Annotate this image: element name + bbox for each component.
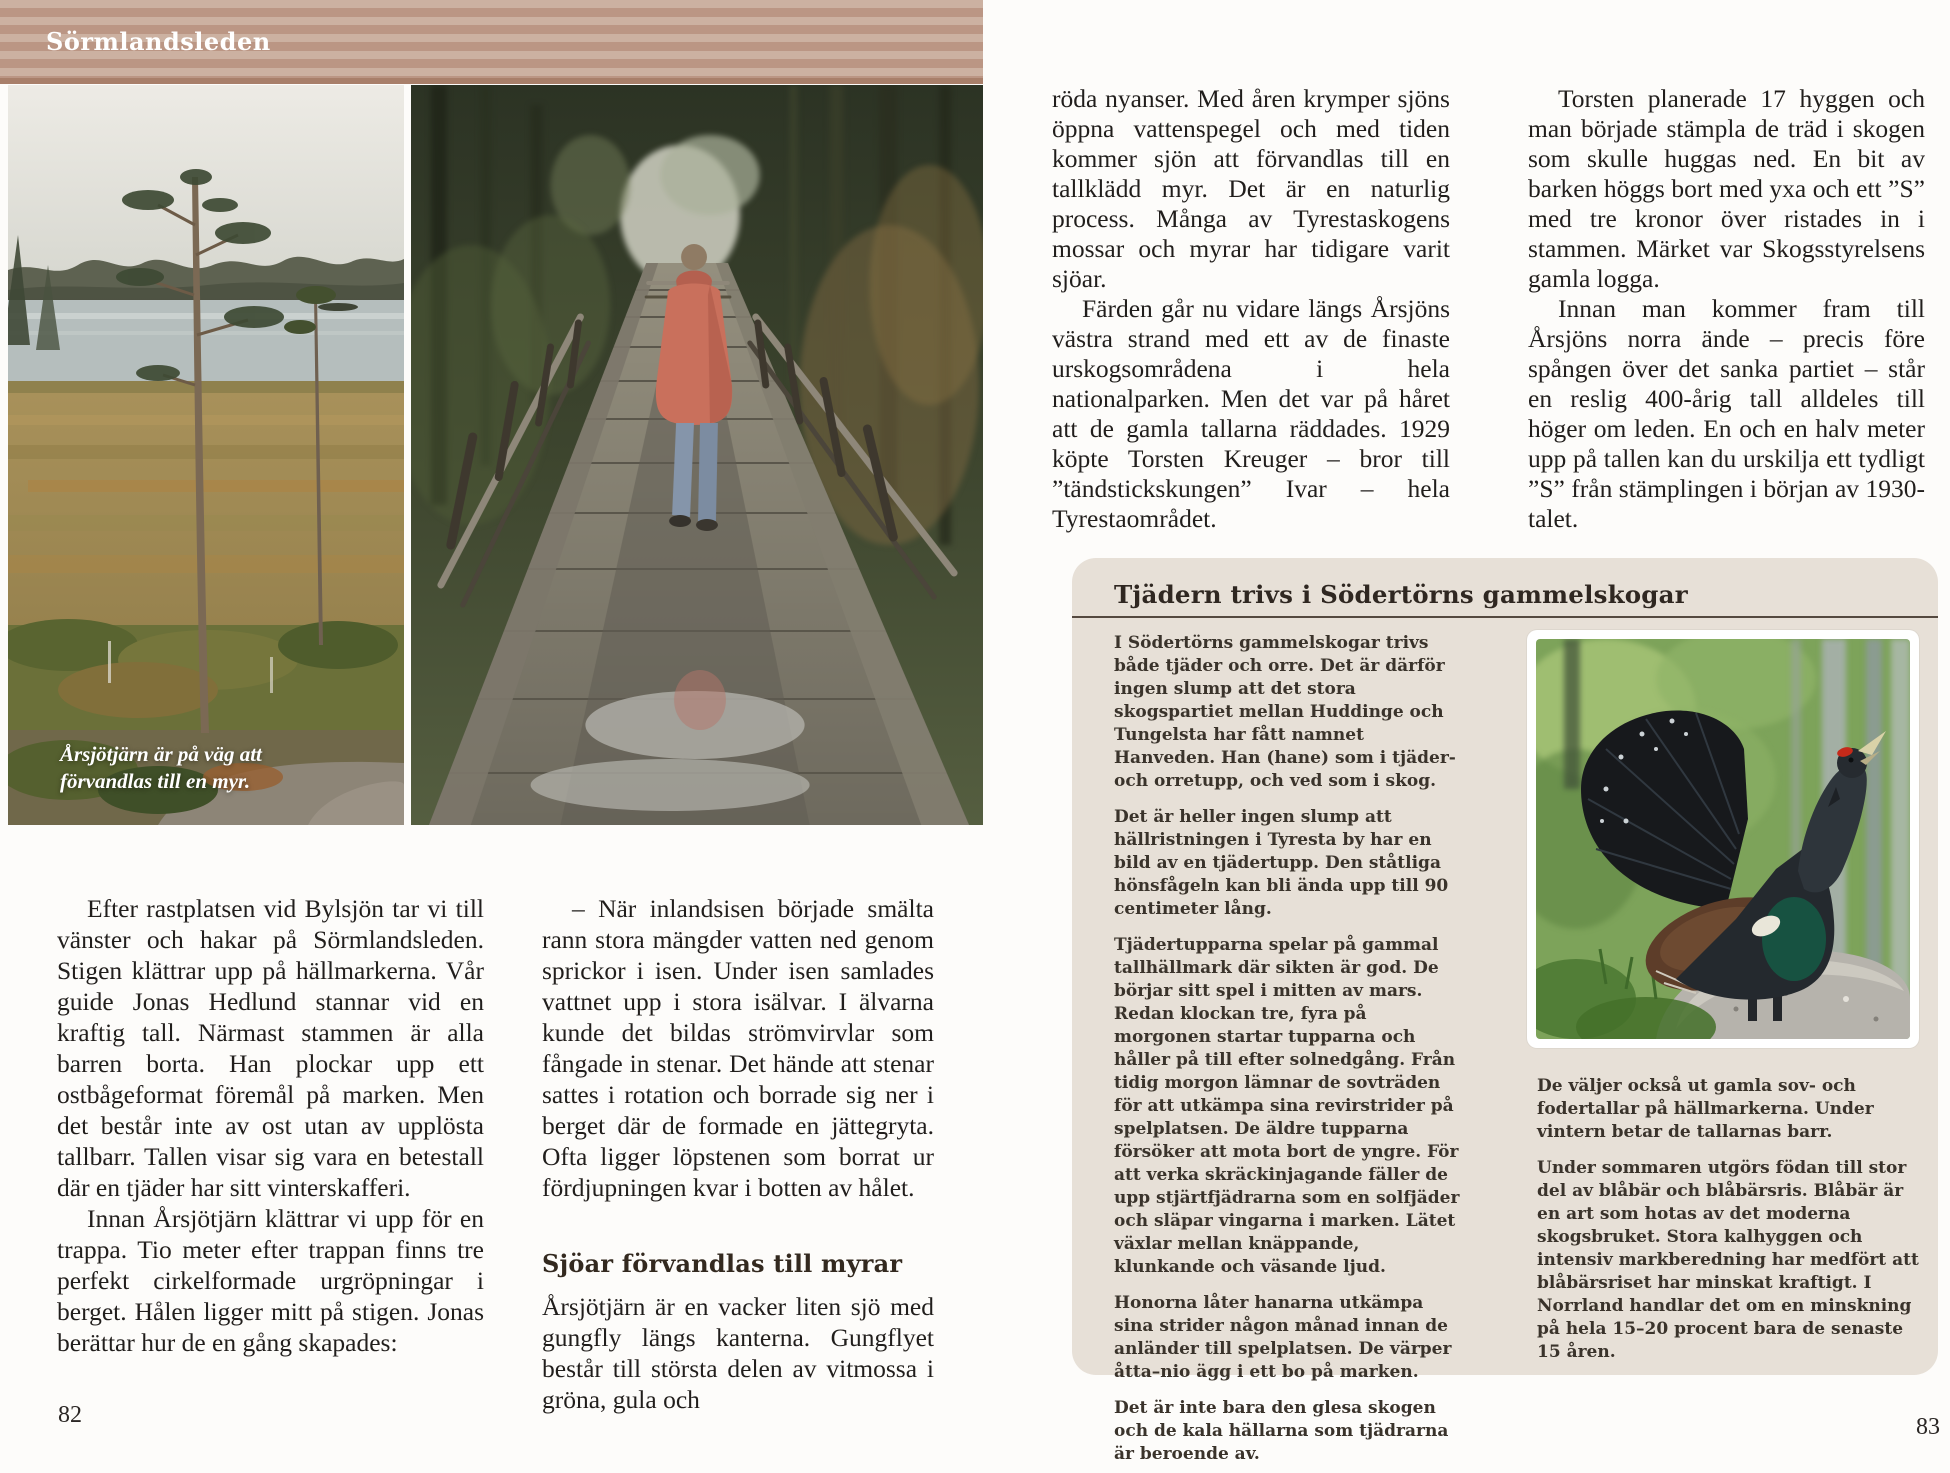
puddle-reflection bbox=[674, 670, 726, 730]
fact-paragraph: Tjädertupparna spelar på gammal tallhällmark där sikten är god. De börjar sitt spel i mitten av mars. Redan klockan tre, fyra på morgonen startar tupparna och håller på till efter solnedgång. Från tidig morgon lämnar de sovträden för att utkämpa sina revirstrider på spelplatsen. De äldre tupparna försöker att mota bort de yngre. För att verka skräckinjagande fäller de upp stjärtfjädrarna som en solfjäder och släpar vingarna i marken. Lätet växlar mellan knäppande, klunkande och väsande ljud. bbox=[1114, 935, 1460, 1277]
photo-caption bbox=[60, 741, 360, 795]
photo-bog-lake-art bbox=[8, 85, 404, 825]
paragraph: Årsjötjärn är en vacker liten sjö med gungfly längs kanterna. Gungflyet består till största delen av vitmossa i gröna, gula och bbox=[542, 1292, 934, 1414]
paragraph: Färden går nu vidare längs Årsjöns västra strand med ett av de finaste urskogsområdena i hela nationalparken. Men det var på håret att de gamla tallarna räddades. 1929 köpte Torsten Kreuger – bror till ”tändstickskungen” Ivar – hela Tyrestaområdet. bbox=[1052, 294, 1450, 533]
fact-box-heading: Tjädern trivs i Södertörns gammelskogar bbox=[1114, 580, 1688, 609]
fact-box-left-column bbox=[1114, 632, 1466, 1473]
section-heading: Sjöar förvandlas till myrar bbox=[542, 1249, 903, 1278]
photo-capercaillie bbox=[1527, 630, 1919, 1048]
paragraph: röda nyanser. Med åren krymper sjöns öppna vattenspegel och med tiden kommer sjön att förvandlas till en tallklädd myr. Det är en naturlig process. Många av Tyrestaskogens mossar och myrar har tidigare varit sjöar. bbox=[1052, 84, 1450, 293]
fact-paragraph: Det är inte bara den glesa skogen och de kala hällarna som tjädrarna är beroende av. bbox=[1114, 1398, 1449, 1464]
green-breast bbox=[1762, 897, 1826, 981]
fact-paragraph: I Södertörns gammelskogar trivs både tjäder och orre. Det är därför ingen slump att det stora skogspartiet mellan Huddinge och Tungelsta har fått namnet Hanveden. Han (hane) som i tjäder- och orretupp, och ved som i skog. bbox=[1114, 633, 1456, 791]
right-page-column-2 bbox=[1528, 84, 1925, 534]
page-number-left: 82 bbox=[58, 1402, 82, 1428]
fact-paragraph: Under sommaren utgörs födan till stor del av blåbär och blåbärsris. Blåbär är en art som hotas av det moderna skogsbruket. Stora kalhyggen och intensiv markberedning har medfört att blåbärsriset har minskat kraftigt. I Norrland handlar det om en minskning på hela 15–20 procent bara de senaste 15 åren. bbox=[1537, 1158, 1919, 1362]
fact-box-rule bbox=[1072, 616, 1938, 618]
fact-paragraph: Det är heller ingen slump att hällristningen i Tyresta by har en bild av en tjädertupp. Den ståtliga hönsfågeln kan bli ända upp till 90 centimeter lång. bbox=[1114, 807, 1449, 919]
chapter-banner bbox=[0, 0, 983, 84]
photo-bog-lake bbox=[8, 85, 404, 825]
paragraph: Innan man kommer fram till Årsjöns norra ände – precis före spången över det sanka partiet – står en reslig 400-årig tall alldeles till höger om leden. En och en halv meter upp på tallen kan du urskilja ett tydligt ”S” från stämplingen i början av 1930-talet. bbox=[1528, 294, 1925, 533]
photo-caption-line2: förvandlas till en myr. bbox=[60, 769, 251, 793]
photo-capercaillie-art bbox=[1536, 639, 1910, 1039]
paragraph: Innan Årsjötjärn klättrar vi upp för en trappa. Tio meter efter trappan finns tre perfekt cirkelformade urgröpningar i berget. Hålen ligger mitt på stigen. Jonas berättar hur de en gång skapades: bbox=[57, 1204, 484, 1357]
paragraph: Efter rastplatsen vid Bylsjön tar vi till vänster och hakar på Sörmlandsleden. Stigen klättrar upp på hällmarkerna. Vår guide Jonas Hedlund stannar vid en kraftig tall. Närmast stammen är alla barren borta. Han plockar upp ett ostbågeformat föremål på marken. Men det består inte av ost utan av upplösta tallbarr. Tallen visar sig vara en betestall där en tjäder har sitt vinterskafferi. bbox=[57, 894, 484, 1202]
paragraph: Torsten planerade 17 hyggen och man började stämpla de träd i skogen som skulle huggas ned. En bit av barken höggs bort med yxa och ett ”S” med tre kronor över ristades in i stammen. Märket var Skogsstyrelsens gamla logga. bbox=[1528, 84, 1925, 293]
paragraph: – När inlandsisen började smälta rann stora mängder vatten ned genom sprickor i isen. Under isen samlades vattnet upp i stora isälvar. I älvarna kunde det bildas strömvirvlar som fångade in stenar. Det hände att stenar sattes i rotation och borrade sig ner i berget där de formade en jättegryta. Ofta ligger löpstenen som borrat ur fördjupningen kvar i botten av hålet. bbox=[542, 894, 934, 1202]
lake-water bbox=[8, 300, 404, 385]
fact-box-right-column bbox=[1537, 1075, 1922, 1377]
chapter-title: Sörmlandsleden bbox=[46, 27, 271, 56]
left-page-column-1 bbox=[57, 893, 484, 1358]
fact-paragraph: Honorna låter hanarna utkämpa sina strider någon månad innan de anländer till spelplatsen. De värper åtta–nio ägg i ett bo på marken. bbox=[1114, 1293, 1452, 1382]
left-page-column-2 bbox=[542, 893, 934, 1415]
right-page-column-1 bbox=[1052, 84, 1450, 534]
page-number-right: 83 bbox=[1916, 1414, 1940, 1440]
hiker-head bbox=[681, 244, 707, 270]
photo-caption-line1: Årsjötjärn är på väg att bbox=[60, 742, 262, 766]
fact-paragraph: De väljer också ut gamla sov- och fodertallar på hällmarkerna. Under vintern betar de tallarnas barr. bbox=[1537, 1076, 1874, 1142]
marsh bbox=[8, 393, 404, 628]
photo-boardwalk-hiker bbox=[411, 85, 983, 825]
photo-boardwalk-art bbox=[411, 85, 983, 825]
